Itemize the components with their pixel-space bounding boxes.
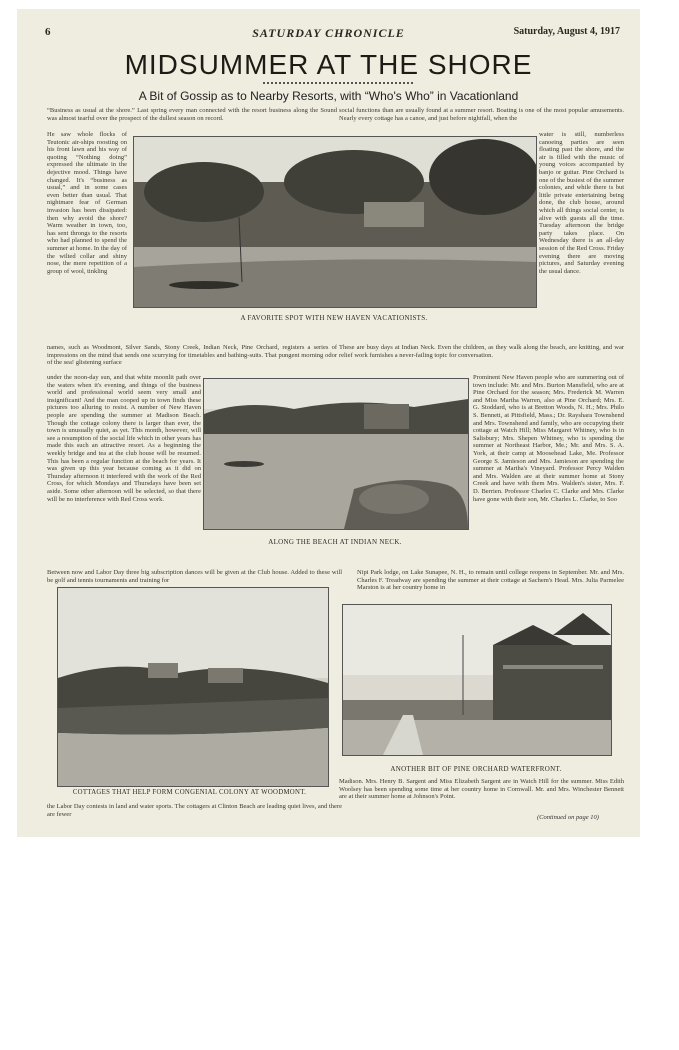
column-right-1: water is still, numberless canoeing parties are seen floating past the shore, and the air is filled with the music of young voices accompanied by banjo or guitar. Pine Orchard is one of the busiest of the summer colonies, and while there is but little private entertaining being done, the club house, around which all things social center, is alive with guests all the time. Tuesday afternoon the bridge party takes place. On Wednesday there is an all-day session of the Red Cross. Friday evening there are moving pictures, and Saturday evening the usual dance.	[539, 131, 624, 275]
column-right-2: Prominent New Haven people who are summering out of town include: Mr. and Mrs. Burton Mansfield, who are at Pine Orchard for the season; Mrs. Frederick M. Warren and Miss Martha Warren, also at Pine Orchard; Mrs. E. G. Stoddard, who is at Bretton Woods, N. H.; Mrs. Philo S. Bennett, at Pittsfield, Mass.; Dr. Rayshara Townshend and Mrs. Townshend and family, who are occupying their cottage at Watch Hill; Miss Margaret Whitney, who is in Salisbury; Mrs. Shepen Whitney, who is spending the summer at Northeast Harbor, Me.; Mr. and Mrs. S. A. York, at their camp at Moosehead Lake, Me. Professor George S. Jamieson and Mrs. Jamieson are spending the summer at Martha's Vineyard. Professor Percy Walden and Mrs. Walden are at their summer home at Stony Creek and have with them Mrs. Walden's sister, Mrs. F. D. Berrien. Professor Charles C. Clarke and Mrs. Clarke have gone with their son, Mr. Charles L. Clarke, to Soo	[473, 374, 624, 503]
paragraph-mid-left: names, such as Woodmont, Silver Sands, Stony Creek, Indian Neck, Pine Orchard, registers a series of impressions on the mind that sends one scurrying for timetables and bathing-suits. That pungent morning odor of the sea! glistening surface	[47, 344, 337, 367]
caption-pine-orchard: ANOTHER BIT OF PINE ORCHARD WATERFRONT.	[390, 765, 562, 773]
paragraph-top-right: social functions than are usually found at a summer resort. Boating is one of the most popular amusements. Nearly every cottage has a canoe, and just before nightfall, when the	[339, 107, 624, 122]
caption-favorite-spot: A FAVORITE SPOT WITH NEW HAVEN VACATIONISTS.	[240, 314, 428, 322]
article-subtitle: A Bit of Gossip as to Nearby Resorts, with “Who's Who” in Vacationland	[138, 89, 519, 103]
newspaper-page	[17, 9, 640, 837]
photo-indian-neck	[203, 378, 469, 530]
paragraph-top-left: “Business as usual at the shore.” Last spring every man connected with the resort business along the Sound was almost tearful over the prospect of the dullest season on record.	[47, 107, 337, 122]
photo-woodmont	[57, 587, 329, 787]
page-number: 6	[45, 26, 51, 38]
paragraph-bottom-left: the Labor Day contests in land and water sports. The cottagers at Clinton Beach are leading quiet lives, and there are fewer	[47, 803, 342, 818]
publication-name: SATURDAY CHRONICLE	[252, 26, 405, 40]
paragraph-bottom-right: Madison. Mrs. Henry B. Sargent and Miss Elizabeth Sargent are in Watch Hill for the summer. Miss Edith Woolsey has been spending some time at her country home in Cornwall. Mr. and Mrs. Winchester Bennett are at their summer home at Johnson's Point.	[339, 778, 624, 801]
column-left-1: He saw whole flocks of Teutonic air-ships roosting on his front lawn and his way of quoting “Nothing doing” expressed the ultimate in the dejective mood. Things have changed. It's “business as usual,” and in some cases even better than usual. That nightmare fear of German invasion has been dissipated: then why avoid the shore? Warm weather in town, too, has sent throngs to the resorts who had planned to spend the summer at home. In the day of the wilted collar and shiny nose, the mere repetition of a group of wool, tinkling	[47, 131, 127, 275]
issue-date: Saturday, August 4, 1917	[513, 26, 620, 37]
caption-indian-neck: ALONG THE BEACH AT INDIAN NECK.	[268, 538, 402, 546]
caption-woodmont: COTTAGES THAT HELP FORM CONGENIAL COLONY AT WOODMONT.	[72, 789, 307, 796]
photo-pine-orchard	[342, 604, 612, 756]
title-divider	[263, 82, 413, 84]
column-left-2: under the noon-day sun, and that white moonlit path over the waters when it's evening, and things of the business world and professional world seem very small and insignificant! And the man cooped up in town finds these pictures too alluring to resist. A number of New Haven people are spending the summer at Madison Beach. Though the cottage colony there is larger than ever, the town is unusually quiet, as yet. This month, however, will see a resumption of the social life which in other years has made this such an attractive resort. As a beginning the weekly bridge and tea at the club house will be resumed. This has been a regular function at the beach for years. It was given up this year because coming as it did on Thursday afternoon it interfered with the work of the Red Cross, for which Mondays and Thursdays have been set aside. Some other afternoon will be selected, so that there will be no interference with Red Cross work.	[47, 374, 201, 503]
article-title: MIDSUMMER AT THE SHORE	[124, 49, 533, 80]
paragraph-low-right: Nipi Park lodge, on Lake Sunapee, N. H., to remain until college reopens in September. Mr. and Mrs. Charles F. Treadway are spending the summer at their cottage at Sachem's Head. Mrs. Julia Parmelee Marston is at her country home in	[357, 569, 624, 592]
continued-note: (Continued on page 10)	[537, 814, 599, 821]
paragraph-mid-right: These are busy days at Indian Neck. Even the children, as they walk along the beach, are knitting, and war relief work furnishes a never-failing topic for conversation.	[339, 344, 624, 359]
paragraph-low-left: Between now and Labor Day three big subscription dances will be given at the Club house. Added to these will be golf and tennis tournaments and training for	[47, 569, 342, 584]
photo-favorite-spot	[133, 136, 537, 308]
